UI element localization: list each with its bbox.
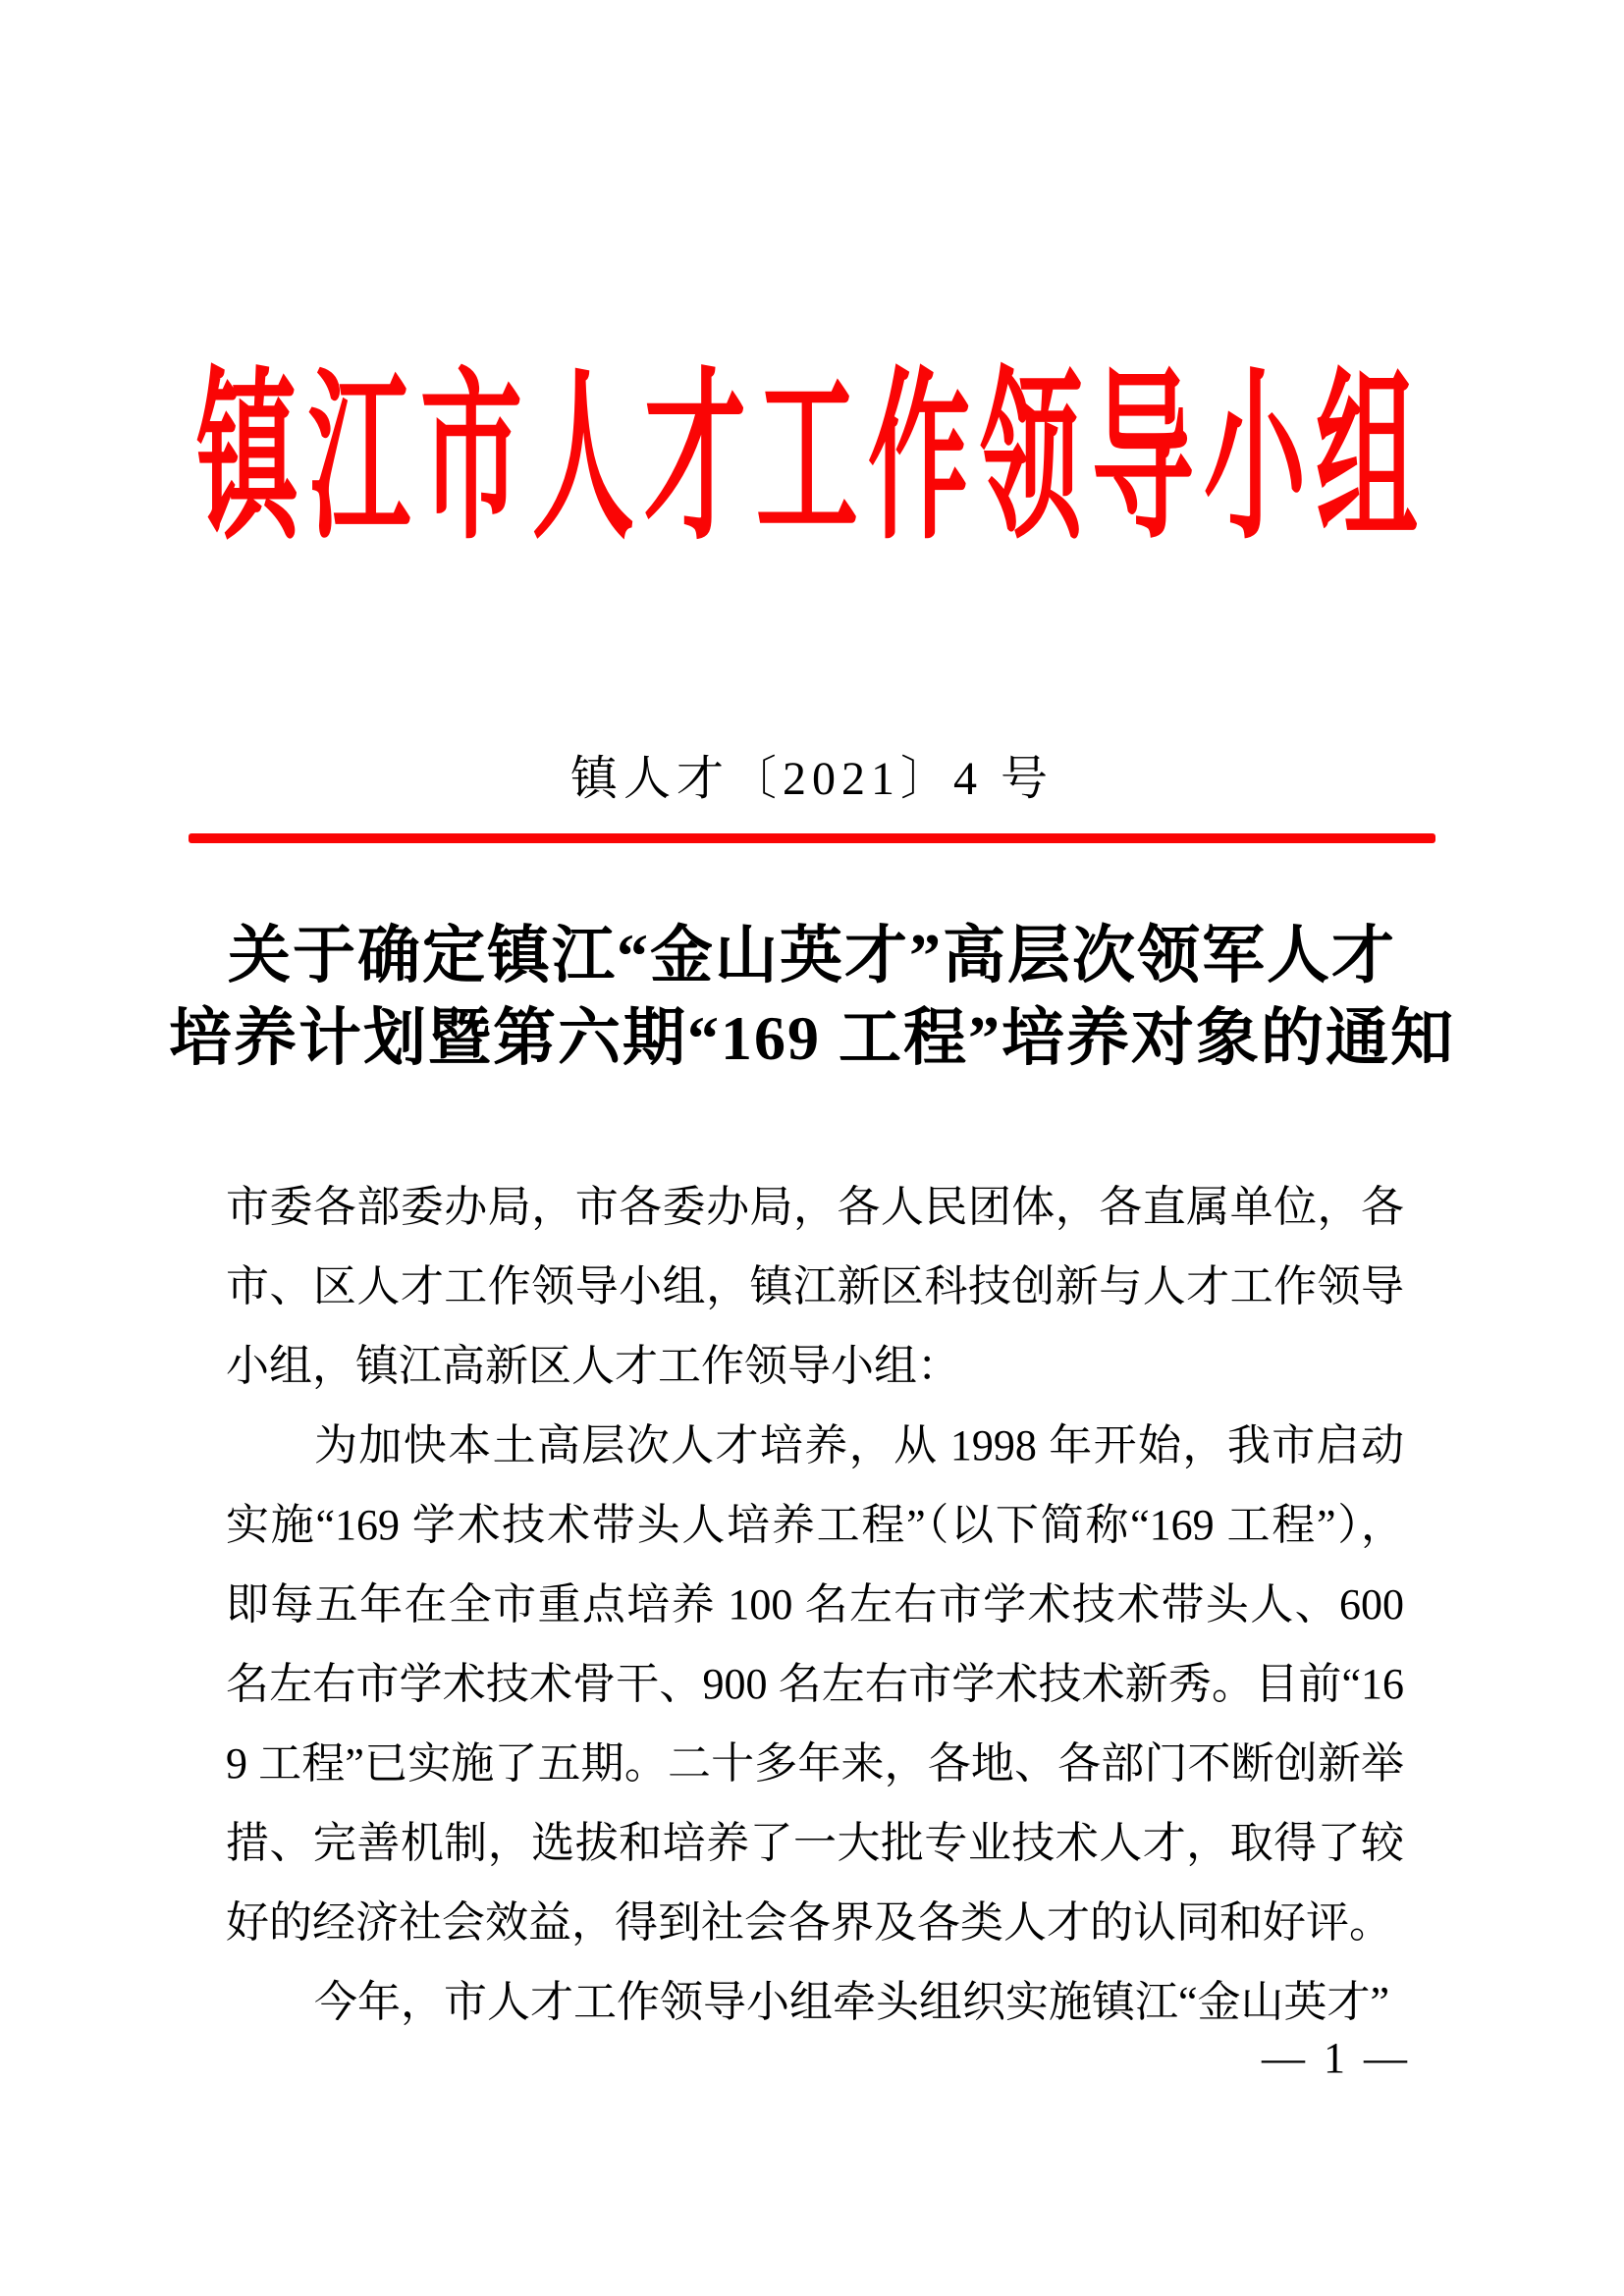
document-title-line-1: 关于确定镇江“金山英才”高层次领军人才 [228,921,1396,990]
page-number: — 1 — [1262,2034,1411,2082]
body-paragraph-1: 为加快本土高层次人才培养，从 1998 年开始，我市启动实施“169 学术技术带头人培养工程”（以下简称“169 工程”），即每五年在全市重点培养 100 名左右市学术技术带头人、600 名左右市学术技术骨干、900 名左右市学术技术新秀。目前“169 工程”已实施了五期。二十多年来，各地、各部门不断创新举措、完善机制，选拔和培养了一大批专业技术人才，取得了较好的经济社会效益，得到社会各界及各类人才的认同和好评。 [226,1421,1404,1947]
issuing-org-masthead: 镇江市人才工作领导小组 [195,358,1428,562]
document-number: 镇人才〔2021〕4 号 [569,753,1054,805]
document-title-line-2: 培养计划暨第六期“169 工程”培养对象的通知 [169,1003,1455,1073]
document-body [226,1167,1404,2042]
document-title [0,915,1624,1080]
red-divider-line [189,833,1435,843]
body-paragraph-2: 今年，市人才工作领导小组牵头组织实施镇江“金山英才” [314,1978,1390,2026]
salutation-paragraph: 市委各部委办局，市各委办局，各人民团体，各直属单位，各市、区人才工作领导小组，镇江新区科技创新与人才工作领导小组，镇江高新区人才工作领导小组： [226,1183,1404,1390]
